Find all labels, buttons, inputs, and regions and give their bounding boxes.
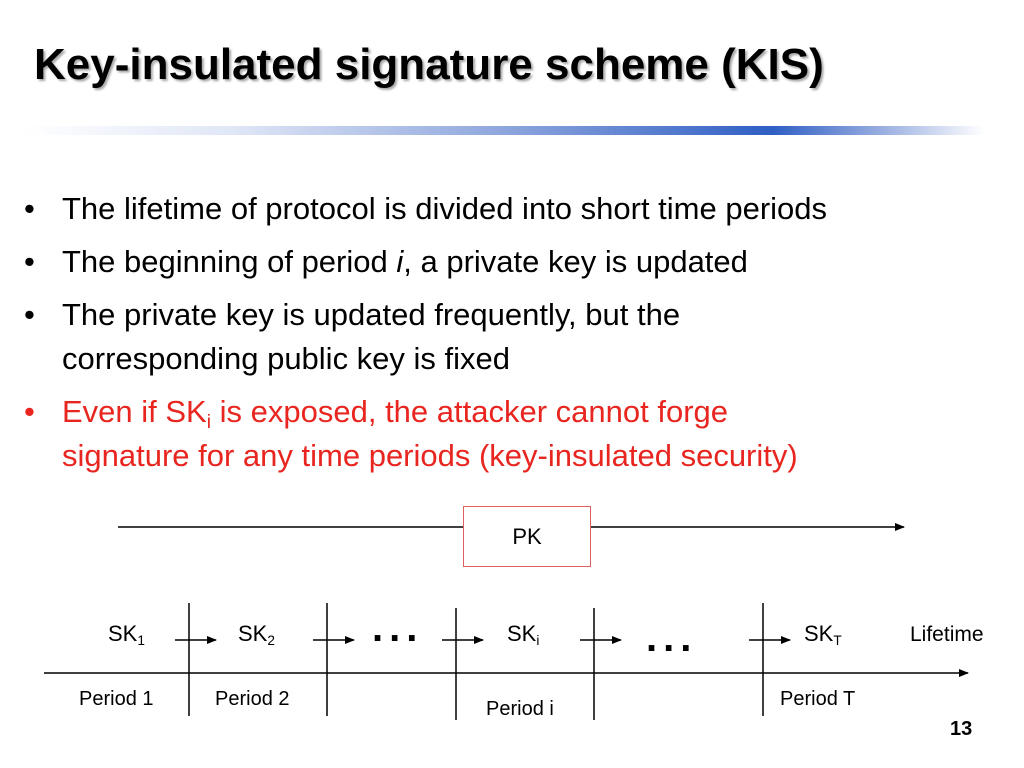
- bullet-marker: •: [24, 191, 35, 226]
- bullet-marker: •: [24, 244, 35, 279]
- period-label: Period T: [780, 688, 856, 710]
- bullet-text-post: is exposed, the attacker cannot forge: [211, 394, 729, 429]
- bullet-text-sub: i: [206, 411, 212, 433]
- bullet-text-post: , a private key is updated: [403, 244, 748, 279]
- page-number: 13: [950, 718, 973, 740]
- bullet-text-italic: i: [396, 244, 404, 279]
- bullet-text-line2: signature for any time periods (key-insulated security): [62, 438, 798, 473]
- slide-title: Key-insulated signature scheme (KIS): [34, 40, 824, 89]
- ellipsis: ...: [372, 606, 424, 650]
- bullet-text-pre: Even if SK: [62, 394, 207, 429]
- period-label: Period i: [486, 698, 554, 720]
- lifetime-label: Lifetime: [910, 623, 984, 646]
- bullet-text-pre: The beginning of period: [62, 244, 397, 279]
- ellipsis: ...: [646, 616, 698, 660]
- secret-key-label: $SK_1$: [108, 621, 145, 649]
- bullet-text-line2: corresponding public key is fixed: [62, 341, 511, 376]
- pk-label: PK: [512, 523, 542, 549]
- bullet-text: The lifetime of protocol is divided into short time periods: [62, 191, 828, 226]
- period-label: Period 1: [79, 688, 154, 710]
- period-label: Period 2: [215, 688, 290, 710]
- bullet-marker: •: [24, 394, 35, 429]
- public-key-box: [463, 506, 591, 567]
- secret-key-label: $SK_T$: [804, 621, 842, 649]
- bullet-text-line1: The private key is updated frequently, but the: [62, 297, 681, 332]
- secret-key-label: $SK_2$: [238, 621, 275, 649]
- bullet-marker: •: [24, 297, 35, 332]
- secret-key-label: $SK_i$: [507, 621, 540, 649]
